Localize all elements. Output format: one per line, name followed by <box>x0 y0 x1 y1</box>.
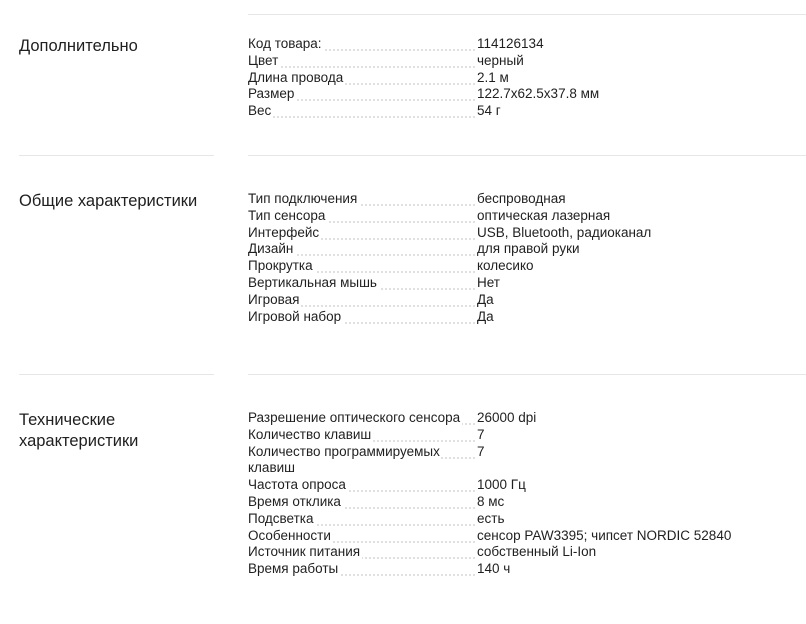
spec-row <box>248 444 804 478</box>
spec-label: Особенности <box>248 528 477 545</box>
spec-row <box>248 86 804 103</box>
spec-value: 114126134 <box>477 36 544 51</box>
spec-value: 7 <box>477 426 485 442</box>
spec-label: Тип подключения <box>248 191 477 208</box>
spec-value: 1000 Гц <box>477 477 526 493</box>
divider-top <box>248 14 806 15</box>
spec-value: 8 мс <box>477 493 505 509</box>
spec-label: Разрешение оптического сенсора <box>248 410 477 427</box>
spec-label: Количество клавиш <box>248 427 477 444</box>
spec-row <box>248 103 804 120</box>
spec-row <box>248 511 804 528</box>
spec-value: 26000 dpi <box>477 410 537 425</box>
divider-left-2 <box>19 374 214 375</box>
spec-value: 140 ч <box>477 561 511 577</box>
spec-row <box>248 36 804 53</box>
spec-list-additional <box>248 36 804 120</box>
spec-label: Размер <box>248 86 477 103</box>
spec-value: оптическая лазерная <box>477 207 611 223</box>
spec-value: есть <box>477 510 505 526</box>
spec-label: Время работы <box>248 561 477 578</box>
spec-label: Длина провода <box>248 70 477 87</box>
spec-label: Частота опроса <box>248 477 477 494</box>
spec-label: Источник питания <box>248 544 477 561</box>
spec-row <box>248 528 804 545</box>
spec-label: Игровой набор <box>248 309 477 326</box>
spec-value: Нет <box>477 274 500 290</box>
spec-row <box>248 208 804 225</box>
section-title-general: Общие характеристики <box>19 192 198 210</box>
spec-row <box>248 309 804 326</box>
spec-value: 2.1 м <box>477 69 509 85</box>
spec-label: Количество программируемых клавиш <box>248 444 477 478</box>
spec-value: Да <box>477 291 494 307</box>
spec-label: Интерфейс <box>248 225 477 242</box>
spec-row <box>248 427 804 444</box>
spec-value: собственный Li-Ion <box>477 544 597 560</box>
spec-label: Код товара: <box>248 36 477 53</box>
spec-list-general <box>248 191 804 325</box>
spec-value: Да <box>477 308 494 324</box>
spec-row <box>248 241 804 258</box>
spec-row <box>248 70 804 87</box>
spec-value: 54 г <box>477 103 501 119</box>
spec-row <box>248 544 804 561</box>
spec-label: Подсветка <box>248 511 477 528</box>
spec-row <box>248 477 804 494</box>
spec-list-technical <box>248 410 804 578</box>
spec-row <box>248 191 804 208</box>
spec-value: беспроводная <box>477 191 566 206</box>
spec-value: черный <box>477 52 524 68</box>
spec-row <box>248 292 804 309</box>
spec-label: Дизайн <box>248 241 477 258</box>
spec-value: колесико <box>477 258 534 274</box>
spec-row <box>248 53 804 70</box>
spec-label: Игровая <box>248 292 477 309</box>
spec-label: Тип сенсора <box>248 208 477 225</box>
spec-row <box>248 494 804 511</box>
spec-row <box>248 561 804 578</box>
spec-value: 122.7x62.5x37.8 мм <box>477 86 600 102</box>
section-title-additional: Дополнительно <box>19 37 138 55</box>
spec-value: 7 <box>477 443 485 459</box>
divider-right-2 <box>248 374 806 375</box>
spec-label: Вертикальная мышь <box>248 275 477 292</box>
spec-row <box>248 410 804 427</box>
spec-label: Время отклика <box>248 494 477 511</box>
spec-label: Прокрутка <box>248 258 477 275</box>
divider-left-1 <box>19 155 214 156</box>
spec-value: USB, Bluetooth, радиоканал <box>477 224 652 240</box>
section-title-technical: Технические характеристики <box>19 411 139 450</box>
spec-value: сенсор PAW3395; чипсет NORDIC 52840 <box>477 527 732 543</box>
spec-row <box>248 258 804 275</box>
spec-label: Цвет <box>248 53 477 70</box>
spec-value: для правой руки <box>477 241 580 257</box>
divider-right-1 <box>248 155 806 156</box>
spec-label: Вес <box>248 103 477 120</box>
spec-row <box>248 225 804 242</box>
spec-row <box>248 275 804 292</box>
